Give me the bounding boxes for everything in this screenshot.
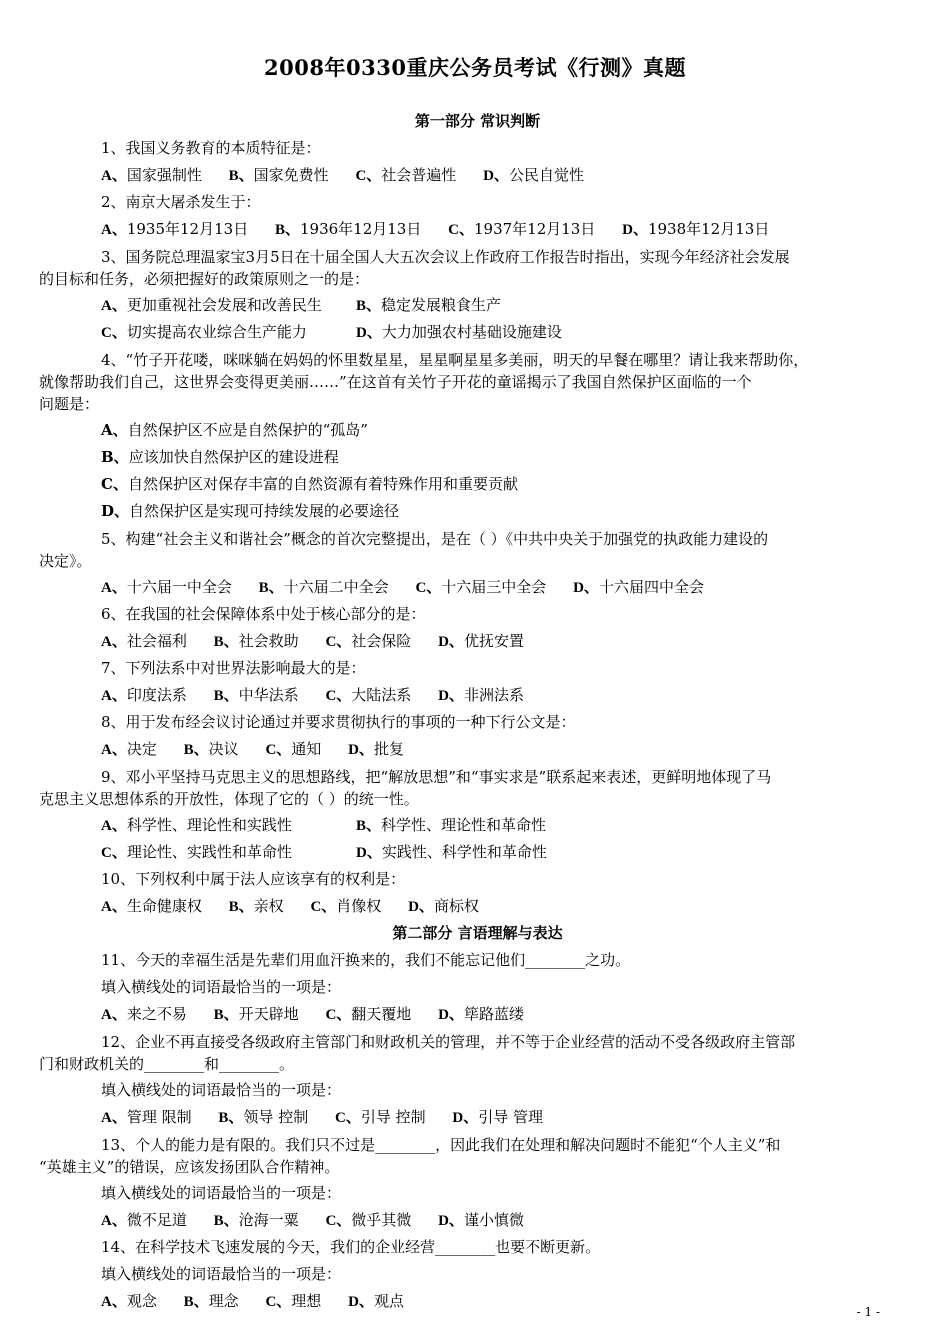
option: A、来之不易 <box>101 1005 187 1023</box>
instruction: 填入横线处的词语最恰当的一项是： <box>101 1265 342 1283</box>
question-7: 7、下列法系中对世界法影响最大的是： <box>101 659 366 677</box>
option: A、国家强制性 <box>101 166 202 184</box>
options-11 <box>70 1001 885 1028</box>
option: B、稳定发展粮食生产 <box>356 296 502 314</box>
option: D、商标权 <box>408 897 479 915</box>
option: D、公民自觉性 <box>483 166 584 184</box>
options-8 <box>70 736 885 763</box>
option: B、科学性、理论性和革命性 <box>356 816 547 834</box>
instruction: 填入横线处的词语最恰当的一项是： <box>101 1081 342 1099</box>
option: B、领导 控制 <box>218 1108 309 1126</box>
option: C、十六届三中全会 <box>415 578 547 596</box>
options-2 <box>70 216 885 243</box>
option: C、社会普遍性 <box>355 166 457 184</box>
options-9b <box>70 839 885 866</box>
option: B、沧海一粟 <box>213 1211 299 1229</box>
question-3: 3、国务院总理温家宝3月5日在十届全国人大五次会议上作政府工作报告时指出，实现今年经济社会发展 的目标和任务，必须把握好的政策原则之一的是： <box>39 248 790 288</box>
option: C、翻天覆地 <box>325 1005 412 1023</box>
option: B、开天辟地 <box>213 1005 299 1023</box>
option: C、社会保险 <box>325 632 412 650</box>
option: D、十六届四中全会 <box>573 578 704 596</box>
option: C、切实提高农业综合生产能力 <box>101 323 307 341</box>
options-7 <box>70 682 885 709</box>
option: D、引导 管理 <box>452 1108 544 1126</box>
option: D、自然保护区是实现可持续发展的必要途径 <box>101 502 400 520</box>
option: B、决议 <box>183 740 239 758</box>
option: D、1938年12月13日 <box>622 220 770 238</box>
options-10 <box>70 893 885 920</box>
question-14: 14、在科学技术飞速发展的今天，我们的企业经营________也要不断更新。 <box>101 1238 601 1256</box>
option: B、中华法系 <box>213 686 299 704</box>
option: A、观念 <box>101 1292 157 1310</box>
option: C、引导 控制 <box>334 1108 426 1126</box>
options-14 <box>70 1288 885 1315</box>
question-2: 2、南京大屠杀发生于： <box>101 193 261 211</box>
option: C、肖像权 <box>310 897 382 915</box>
option: D、批复 <box>348 740 404 758</box>
option: A、科学性、理论性和实践性 <box>101 816 292 834</box>
option: C、大陆法系 <box>325 686 412 704</box>
page-title: 2008年0330重庆公务员考试《行测》真题 <box>264 55 686 80</box>
option: A、十六届一中全会 <box>101 578 232 596</box>
section-heading: 第二部分 言语理解与表达 <box>392 924 563 942</box>
option: A、1935年12月13日 <box>101 220 249 238</box>
option: A、生命健康权 <box>101 897 202 915</box>
option: B、理念 <box>183 1292 239 1310</box>
question-6: 6、在我国的社会保障体系中处于核心部分的是： <box>101 605 426 623</box>
option: C、1937年12月13日 <box>448 220 596 238</box>
question-1: 1、我国义务教育的本质特征是： <box>101 139 321 157</box>
options-13 <box>70 1207 885 1234</box>
question-13: 13、个人的能力是有限的。我们只不过是________，因此我们在处理和解决问题时不能犯“个人主义”和 “英雄主义”的错误，应该发扬团队合作精神。 <box>39 1136 781 1176</box>
option: B、十六届二中全会 <box>258 578 389 596</box>
option: C、自然保护区对保存丰富的自然资源有着特殊作用和重要贡献 <box>101 475 518 493</box>
option: C、微乎其微 <box>325 1211 412 1229</box>
instruction: 填入横线处的词语最恰当的一项是： <box>101 978 342 996</box>
options-5 <box>70 574 885 601</box>
option: D、观点 <box>348 1292 404 1310</box>
option: A、更加重视社会发展和改善民生 <box>101 296 322 314</box>
option: C、理想 <box>265 1292 322 1310</box>
question-4: 4、“竹子开花喽，咪咪躺在妈妈的怀里数星星，星星啊星星多美丽，明天的早餐在哪里？请让我来帮助你， 就像帮助我们自己，这世界会变得更美丽……”在这首有关竹子开花的童谣揭示了我国自然保护区面临的一个 问题是： <box>39 351 809 413</box>
option: D、筚路蓝缕 <box>438 1005 524 1023</box>
instruction: 填入横线处的词语最恰当的一项是： <box>101 1184 342 1202</box>
question-11: 11、今天的幸福生活是先辈们用血汗换来的，我们不能忘记他们________之功。 <box>101 951 631 969</box>
option: A、自然保护区不应是自然保护的“孤岛” <box>101 421 368 439</box>
exam-content <box>39 108 885 1315</box>
question-12: 12、企业不再直接受各级政府主管部门和财政机关的管理，并不等于企业经营的活动不受各级政府主管部 门和财政机关的________和________。 <box>39 1033 796 1073</box>
option: B、国家免费性 <box>228 166 329 184</box>
options-1 <box>70 162 885 189</box>
option: B、1936年12月13日 <box>274 220 422 238</box>
options-3b <box>70 319 885 346</box>
question-9: 9、邓小平坚持马克思主义的思想路线，把“解放思想”和“事实求是”联系起来表述，更鲜明地体现了马 克思主义思想体系的开放性，体现了它的（ ）的统一性。 <box>39 768 772 808</box>
section-heading: 第一部分 常识判断 <box>414 112 541 130</box>
option: D、实践性、科学性和革命性 <box>356 843 547 861</box>
option: D、非洲法系 <box>438 686 524 704</box>
option: A、决定 <box>101 740 157 758</box>
option: B、亲权 <box>228 897 284 915</box>
options-9a <box>70 812 885 839</box>
options-3a <box>70 292 885 319</box>
option: D、大力加强农村基础设施建设 <box>356 323 562 341</box>
question-8: 8、用于发布经会议讨论通过并要求贯彻执行的事项的一种下行公文是： <box>101 713 576 731</box>
options-6 <box>70 628 885 655</box>
option: A、印度法系 <box>101 686 187 704</box>
option: A、微不足道 <box>101 1211 187 1229</box>
option: C、通知 <box>265 740 322 758</box>
option: D、谨小慎微 <box>438 1211 524 1229</box>
option: B、社会救助 <box>213 632 299 650</box>
option: A、管理 限制 <box>101 1108 192 1126</box>
options-12 <box>70 1104 885 1131</box>
page-number: - 1 - <box>856 1305 880 1319</box>
option: A、社会福利 <box>101 632 187 650</box>
option: B、应该加快自然保护区的建设进程 <box>101 448 339 466</box>
question-5: 5、构建“社会主义和谐社会”概念的首次完整提出，是在（ ）《中共中央关于加强党的执政能力建设的 决定》。 <box>39 530 769 570</box>
option: D、优抚安置 <box>438 632 524 650</box>
question-10: 10、下列权利中属于法人应该享有的权利是： <box>101 870 406 888</box>
option: C、理论性、实践性和革命性 <box>101 843 292 861</box>
